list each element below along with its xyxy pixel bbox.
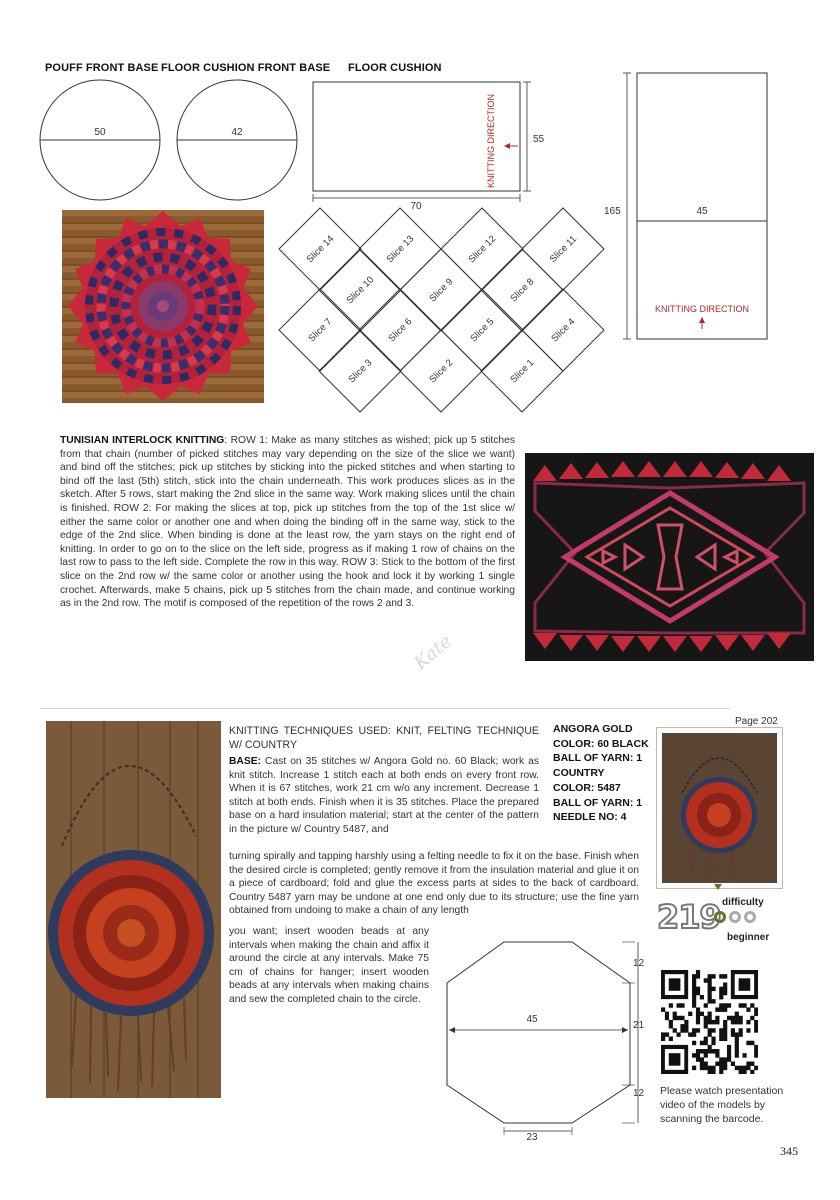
tall-rect (604, 73, 767, 339)
slice-label: Slice 11 (547, 233, 579, 265)
slice-label: Slice 3 (346, 357, 375, 386)
slice-label: Slice 13 (384, 233, 417, 266)
knitting-direction-horizontal: KNITTING DIRECTION (655, 304, 749, 314)
tunisian-text: : ROW 1: Make as many stitches as wished; pick up 5 stitches from that chain (number of picked stitches may vary depending on the size of the slice we want) and bind off the stitches; pick up stitches by sticking into the picked stitches and when starting to bind off the last (5th) stitch, stick into the chain underneath. This work produces slices as in the sketch. After 5 rows, start making the 2nd slice in the same way. Work making slices until the chain is finished. ROW 2: For making the slices at top, pick up stitches from the top of the 1st slice w/ either the same color or another one and when doing the binding off in the same way, stick to the edge of the 2nd slice. When binding is done at the least row, the yarn stays on the right end of knitting. In order to go on to the slice on the left side, progress as if making 1 row of chains on the last row to pass to the left side. Complete the row in this way. ROW 3: Stick to the bottom of the first slice on the 2nd row w/ the same color or another using the hook and lock it by working 1 single crochet. Afterwards, make 5 chains, pick up 5 stitches from the chain made, and continue working as in the 2nd row. The motif is composed of the repetition of the rows 2 and 3. (60, 435, 515, 610)
materials-list (553, 722, 649, 825)
cushion-base-circle (177, 80, 297, 200)
cushion-label: FLOOR CUSHION (348, 62, 442, 74)
technique-body-wide: turning spirally and tapping harshly using a felting needle to fix it on the base. Finish when the desired circle is completed; gently remove it from the insulation material and glue it on a piece of cardboard; fold and glue the excess parts at sides to the back of cardboard. Country 5487 yarn may be undone at one end only due to its structure; use the fine yarn obtained from undoing to make a chain of any length (229, 851, 639, 917)
cushion-height: 55 (533, 134, 545, 145)
material-line: COLOR: 5487 (553, 781, 621, 794)
octagon-width: 45 (526, 1014, 538, 1025)
technique-heading: KNITTING TECHNIQUES USED: KNIT, FELTING TECHNIQUE W/ COUNTRY (229, 725, 539, 752)
cushion-base-label: FLOOR CUSHION FRONT BASE (161, 62, 331, 74)
tall-width: 45 (696, 206, 708, 217)
model-number: 219 (657, 898, 721, 936)
slice-label: Slice 8 (508, 276, 537, 305)
qr-code[interactable] (661, 970, 758, 1074)
tall-height: 165 (604, 206, 621, 217)
cushion-base-dim: 42 (231, 127, 243, 138)
technique-body-tail: you want; insert wooden beads at any intervals when making the chain and affix it around the circle at any intervals. Make 75 cm of chains for hanger; insert wooden beads at any intervals when making chains and sew the completed chain to the circle. (229, 926, 429, 1005)
slice-label: Slice 5 (468, 316, 497, 345)
cushion-photo (62, 210, 264, 403)
material-line: BALL OF YARN: 1 (553, 796, 643, 809)
cushion-width: 70 (410, 201, 422, 212)
thumbnail-photo (662, 733, 777, 883)
difficulty-rating (714, 911, 756, 923)
tunisian-instructions (60, 434, 515, 611)
slice-label: Slice 9 (427, 276, 456, 305)
watermark: Kate (410, 630, 456, 675)
knitting-direction-vertical: KNITTING DIRECTION (486, 94, 496, 188)
slice-label: Slice 2 (427, 357, 456, 386)
wall-hanging-photo (46, 721, 221, 1098)
material-line: COUNTRY (553, 767, 605, 780)
cushion-rect (313, 82, 545, 212)
pouff-circle (40, 80, 160, 200)
difficulty-dot-empty (744, 911, 756, 923)
base-label: BASE: (229, 756, 262, 767)
slices-grid (279, 208, 604, 412)
material-line: NEEDLE NO: 4 (553, 811, 627, 824)
octagon-middle: 21 (633, 1020, 645, 1031)
technique-body-narrow: BASE: Cast on 35 stitches w/ Angora Gold no. 60 Black; work as knit stitch. Increase 1 stitch each at both ends on every front row. When it is 67 stitches, work 21 cm w/o any increment. Decrease 1 stitch at both ends. Finish when it is 35 stitches. Place the prepared base on a hard insulation material; start at the center of the pattern in the picture w/ Country 5487, and (229, 756, 539, 835)
octagon-top: 12 (633, 958, 645, 969)
octagon-base: 23 (526, 1132, 538, 1143)
octagon-bottom: 12 (633, 1088, 645, 1099)
slice-label: Slice 6 (386, 316, 415, 345)
difficulty-label: difficulty (722, 897, 764, 908)
material-line: ANGORA GOLD (553, 723, 633, 735)
kilim-photo (525, 453, 814, 661)
slice-label: Slice 10 (344, 274, 377, 307)
tunisian-heading: TUNISIAN INTERLOCK KNITTING (60, 435, 225, 446)
slice-label: Slice 1 (508, 357, 537, 386)
pouff-label: POUFF FRONT BASE (45, 62, 159, 74)
material-line: BALL OF YARN: 1 (553, 752, 643, 765)
slice-label: Slice 14 (304, 233, 337, 266)
octagon-diagram (440, 935, 655, 1145)
slice-label: Slice 7 (306, 316, 335, 345)
difficulty-level: beginner (727, 932, 770, 943)
qr-caption: Please watch presentation video of the models by scanning the barcode. (660, 1085, 784, 1125)
difficulty-dot-empty (729, 911, 741, 923)
thumbnail-frame (656, 727, 783, 889)
material-line: COLOR: 60 BLACK (553, 737, 649, 750)
slice-label: Slice 4 (549, 316, 578, 345)
difficulty-dot-filled (714, 911, 726, 923)
section-divider (40, 708, 730, 709)
slice-label: Slice 12 (466, 233, 499, 266)
pouff-dim: 50 (94, 127, 106, 138)
page-number: 345 (780, 1144, 798, 1158)
page-reference: Page 202 (735, 716, 778, 727)
heart-marker (714, 884, 722, 890)
